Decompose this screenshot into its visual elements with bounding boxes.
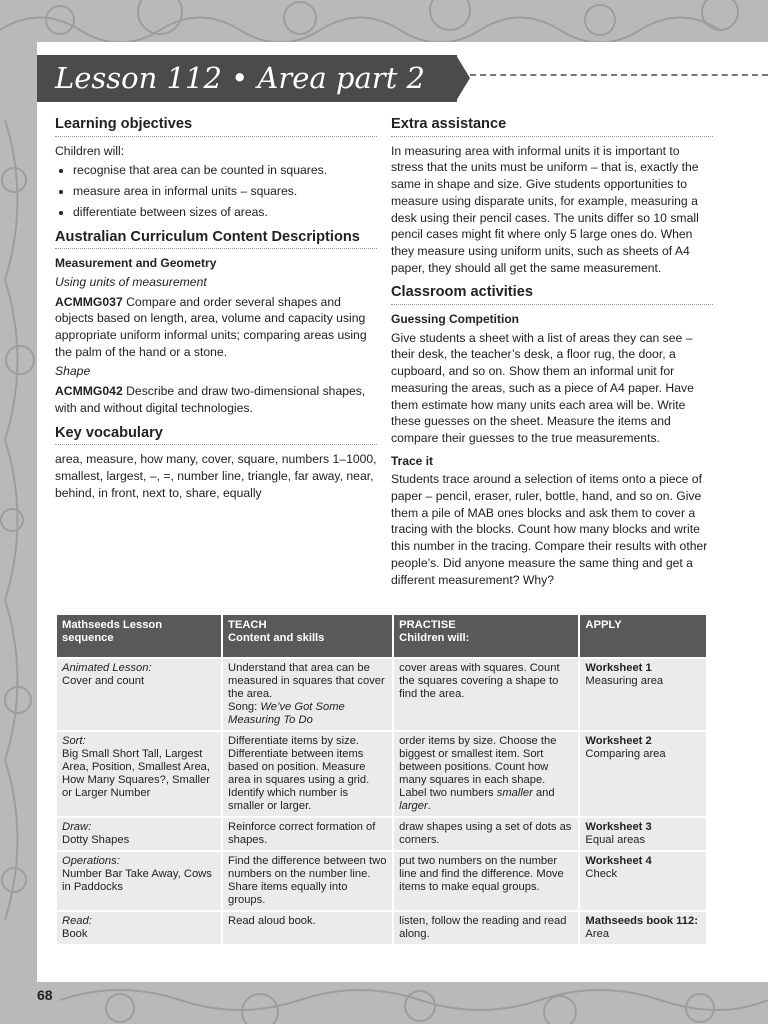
table-header bbox=[580, 615, 706, 657]
objective-item: • recognise that area can be counted in squares. bbox=[73, 162, 377, 179]
activity-trace-title: Trace it bbox=[391, 453, 434, 468]
objective-item: • differentiate between sizes of areas. bbox=[73, 204, 377, 221]
table-row bbox=[57, 732, 706, 816]
teach-cell bbox=[223, 659, 392, 730]
classroom-activities-heading: Classroom activities bbox=[391, 284, 713, 305]
activity-guessing-title: Guessing Competition bbox=[391, 312, 520, 327]
activity-trace-text: Students trace around a selection of items onto a piece of paper – pencil, eraser, ruler, bottle, hand, and so on. Give them a pile of MAB ones blocks and ask them to cover a tracing with the blocks. Count how many blocks and write this number in the tracing. Compare their results with other people’s. Did anyone measure the same thing and get a different measurement? Why? bbox=[391, 472, 708, 587]
apply-cell bbox=[580, 852, 706, 910]
apply-text: Measuring area bbox=[585, 675, 664, 687]
apply-title: Worksheet 4 bbox=[585, 855, 652, 867]
lesson-title: Lesson 112 • Area part 2 bbox=[55, 61, 425, 95]
teach-song-title: We’ve Got Some Measuring To Do bbox=[228, 701, 345, 726]
teach-cell: Find the difference between two numbers on the number line. Share items equally into groups. bbox=[223, 852, 392, 910]
sequence-text: Dotty Shapes bbox=[62, 834, 130, 846]
apply-text: Area bbox=[585, 928, 610, 940]
sequence-text: Number Bar Take Away, Cows in Paddocks bbox=[62, 868, 212, 893]
sequence-cell bbox=[57, 818, 221, 850]
teach-cell: Differentiate items by size. Differentiate between items based on position. Measure area in squares using a grid. Identify which number is smaller or larger. bbox=[223, 732, 392, 816]
practise-cell: cover areas with squares. Count the squares covering a shape to find the area. bbox=[394, 659, 578, 730]
practise-text: and bbox=[532, 787, 555, 799]
objective-item: • measure area in informal units – squares. bbox=[73, 183, 377, 200]
practise-cell bbox=[394, 732, 578, 816]
apply-title: Worksheet 2 bbox=[585, 735, 652, 747]
sequence-label: Operations: bbox=[62, 855, 120, 867]
curriculum-item-2 bbox=[55, 383, 377, 416]
sequence-label: Sort: bbox=[62, 735, 86, 747]
header-line: sequence bbox=[62, 632, 114, 644]
teach-text: Understand that area can be measured in squares that cover the area. bbox=[228, 662, 385, 700]
header-line: Children will: bbox=[399, 632, 470, 644]
apply-title: Worksheet 1 bbox=[585, 662, 652, 674]
curriculum-sub-units: Using units of measurement bbox=[55, 274, 207, 289]
sequence-text: Big Small Short Tall, Largest Area, Position, Smallest Area, How Many Squares?, Smaller or Larger Number bbox=[62, 748, 210, 799]
curriculum-text-2: Describe and draw two-dimensional shapes, with and without digital technologies. bbox=[55, 384, 366, 415]
practise-em: smaller bbox=[496, 787, 533, 799]
practise-text: . bbox=[427, 800, 431, 812]
sequence-label: Draw: bbox=[62, 821, 92, 833]
table-header bbox=[57, 615, 221, 657]
vocabulary-text: area, measure, how many, cover, square, numbers 1–1000, smallest, largest, –, =, number line, triangle, far away, near, behind, in front, next to, share, equally bbox=[55, 452, 377, 500]
curriculum-code-2: ACMMG042 bbox=[55, 384, 123, 399]
teach-cell: Read aloud book. bbox=[223, 912, 392, 944]
sequence-cell bbox=[57, 659, 221, 730]
sequence-cell bbox=[57, 912, 221, 944]
extra-assistance-text: In measuring area with informal units it is important to stress that the units must be uniform – that is, exactly the same in shape and size. Give students opportunities to measure using disparate units, for example, measuring a desk using their pencil cases. The units differ so 10 small pencil cases might fit where only 5 large ones do. When they measure using uniform units, such as sheets of A4 paper, they should all get the same measurement. bbox=[391, 143, 699, 275]
apply-cell bbox=[580, 732, 706, 816]
apply-text: Comparing area bbox=[585, 748, 666, 760]
sequence-text: Cover and count bbox=[62, 675, 145, 687]
sequence-text: Book bbox=[62, 928, 88, 940]
table-row bbox=[57, 912, 706, 944]
apply-text: Equal areas bbox=[585, 834, 646, 846]
curriculum-sub-shape: Shape bbox=[55, 364, 91, 379]
table-header bbox=[223, 615, 392, 657]
practise-cell: put two numbers on the number line and find the difference. Move items to make equal groups. bbox=[394, 852, 578, 910]
apply-cell bbox=[580, 912, 706, 944]
apply-title: Mathseeds book 112: bbox=[585, 915, 698, 927]
practise-text: order items by size. Choose the biggest or smallest item. Sort between positions. Count how many squares in each shape. Label two numbers bbox=[399, 735, 557, 799]
table-row bbox=[57, 852, 706, 910]
left-column bbox=[55, 116, 377, 504]
practise-em: larger bbox=[399, 800, 428, 812]
sequence-label: Read: bbox=[62, 915, 92, 927]
curriculum-item-1 bbox=[55, 294, 377, 361]
header-line: APPLY bbox=[585, 619, 622, 631]
extra-assistance-heading: Extra assistance bbox=[391, 116, 713, 137]
objectives-list bbox=[55, 162, 377, 220]
apply-cell bbox=[580, 659, 706, 730]
apply-text: Check bbox=[585, 868, 618, 880]
lesson-sequence-table bbox=[55, 613, 708, 946]
sequence-cell bbox=[57, 852, 221, 910]
banner-dashed-line bbox=[470, 74, 768, 76]
activity-guessing-text: Give students a sheet with a list of areas they can see – their desk, the teacher’s desk, a floor rug, the door, a cupboard, and so on. Show them an informal unit for measuring the areas, such as a piece of A4 paper. Have them estimate how many units each area will be. Write these guesses on the sheet. Measure the items and compare their guesses to the true measurements. bbox=[391, 330, 694, 445]
teach-cell: Reinforce correct formation of shapes. bbox=[223, 818, 392, 850]
header-line: PRACTISE bbox=[399, 619, 456, 631]
table-header-row bbox=[57, 615, 706, 657]
header-line: Content and skills bbox=[228, 632, 325, 644]
curriculum-text-1: Compare and order several shapes and objects based on length, area, volume and capacity using appropriate uniform informal units; comparing areas using the palm of the hand or a stone. bbox=[55, 294, 367, 359]
page-number: 68 bbox=[37, 987, 53, 1003]
apply-title: Worksheet 3 bbox=[585, 821, 652, 833]
teach-song-prefix: Song: bbox=[228, 701, 261, 713]
vocabulary-heading: Key vocabulary bbox=[55, 425, 377, 446]
header-line: Mathseeds Lesson bbox=[62, 619, 163, 631]
learning-objectives-heading: Learning objectives bbox=[55, 116, 377, 137]
table-row bbox=[57, 818, 706, 850]
title-banner-tip bbox=[456, 55, 470, 101]
header-line: TEACH bbox=[228, 619, 267, 631]
right-column bbox=[391, 116, 713, 591]
sequence-cell bbox=[57, 732, 221, 816]
practise-cell: listen, follow the reading and read along. bbox=[394, 912, 578, 944]
curriculum-heading: Australian Curriculum Content Descriptions bbox=[55, 229, 377, 250]
curriculum-strand: Measurement and Geometry bbox=[55, 256, 217, 271]
curriculum-code-1: ACMMG037 bbox=[55, 294, 123, 309]
table-row bbox=[57, 659, 706, 730]
practise-cell: draw shapes using a set of dots as corners. bbox=[394, 818, 578, 850]
table-header bbox=[394, 615, 578, 657]
sequence-label: Animated Lesson: bbox=[62, 662, 152, 674]
objectives-intro: Children will: bbox=[55, 143, 125, 158]
apply-cell bbox=[580, 818, 706, 850]
